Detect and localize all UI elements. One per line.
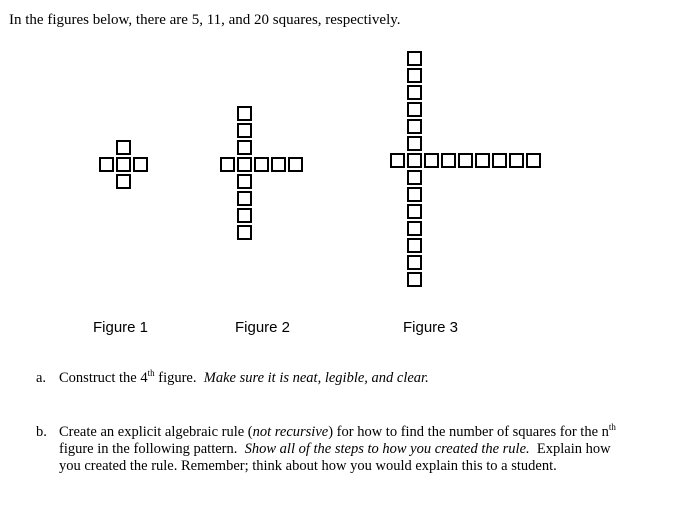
down-arm-square bbox=[408, 188, 421, 201]
intro-text: In the figures below, there are 5, 11, and 20 squares, respectively. bbox=[9, 12, 401, 28]
right-arm-square bbox=[442, 154, 455, 167]
right-arm-square bbox=[289, 158, 302, 171]
up-arm-square bbox=[408, 69, 421, 82]
down-arm-square bbox=[408, 273, 421, 286]
down-arm-square bbox=[408, 222, 421, 235]
down-arm-square bbox=[238, 192, 251, 205]
center-square bbox=[117, 158, 130, 171]
down-arm-square bbox=[408, 205, 421, 218]
up-arm-square bbox=[408, 86, 421, 99]
question-b-letter: b. bbox=[36, 424, 47, 440]
figure-3-squares bbox=[391, 52, 540, 286]
down-arm-square bbox=[238, 226, 251, 239]
figure-1-label: Figure 1 bbox=[93, 319, 149, 336]
figure-2-label: Figure 2 bbox=[235, 319, 291, 336]
right-arm-square bbox=[459, 154, 472, 167]
right-arm-square bbox=[476, 154, 489, 167]
right-arm-square bbox=[527, 154, 540, 167]
up-arm-square bbox=[408, 52, 421, 65]
figure-2-squares bbox=[221, 107, 302, 239]
down-arm-square bbox=[238, 209, 251, 222]
down-arm-square bbox=[408, 239, 421, 252]
center-square bbox=[238, 158, 251, 171]
question-a-letter: a. bbox=[36, 370, 47, 386]
down-arm-square bbox=[238, 175, 251, 188]
question-b-text bbox=[59, 424, 616, 475]
question-a-text: Construct the 4th figure. Make sure it is neat, legible, and clear. bbox=[59, 368, 429, 386]
up-arm-square bbox=[238, 124, 251, 137]
down-arm-square bbox=[117, 175, 130, 188]
up-arm-square bbox=[238, 107, 251, 120]
right-arm-square bbox=[134, 158, 147, 171]
right-arm-square bbox=[493, 154, 506, 167]
question-b-line-2: figure in the following pattern. Show all of the steps to how you created the rule. Explain how bbox=[59, 441, 611, 457]
figure-1-squares bbox=[100, 141, 147, 188]
right-arm-square bbox=[510, 154, 523, 167]
up-arm-square bbox=[408, 103, 421, 116]
question-b-line-1: Create an explicit algebraic rule (not recursive) for how to find the number of squares for the $n^{th}$ bbox=[59, 422, 616, 440]
right-arm-square bbox=[425, 154, 438, 167]
up-arm-square bbox=[408, 137, 421, 150]
left-arm-square bbox=[100, 158, 113, 171]
figure-3-label: Figure 3 bbox=[403, 319, 459, 336]
left-arm-square bbox=[221, 158, 234, 171]
right-arm-square bbox=[255, 158, 268, 171]
up-arm-square bbox=[408, 120, 421, 133]
up-arm-square bbox=[117, 141, 130, 154]
left-arm-square bbox=[391, 154, 404, 167]
down-arm-square bbox=[408, 171, 421, 184]
question-b-line-3: you created the rule. Remember; think about how you would explain this to a student. bbox=[59, 458, 557, 474]
up-arm-square bbox=[238, 141, 251, 154]
center-square bbox=[408, 154, 421, 167]
right-arm-square bbox=[272, 158, 285, 171]
down-arm-square bbox=[408, 256, 421, 269]
